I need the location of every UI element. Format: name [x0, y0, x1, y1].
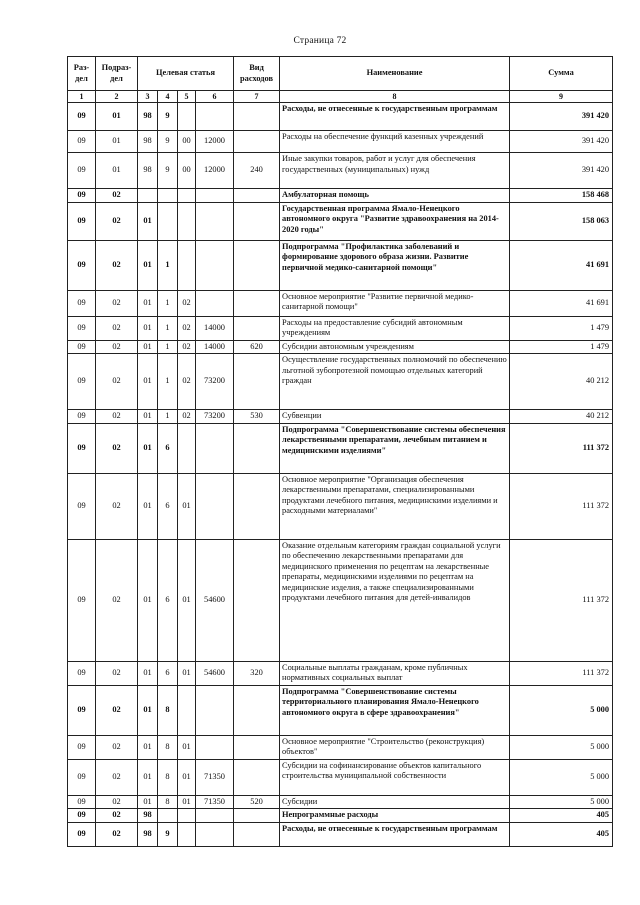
cell-subprogram: 9 — [158, 131, 178, 153]
cell-program: 01 — [138, 290, 158, 316]
cell-podrazdel: 01 — [96, 103, 138, 131]
table-row — [68, 240, 613, 290]
cell-subprogram — [158, 202, 178, 240]
cell-subprogram: 9 — [158, 822, 178, 846]
cell-program: 01 — [138, 240, 158, 290]
cell-razdel: 09 — [68, 131, 96, 153]
cell-name: Основное мероприятие "Строительство (реконструкция) объектов" — [280, 735, 510, 759]
cell-subprogram: 9 — [158, 153, 178, 189]
cell-program: 98 — [138, 822, 158, 846]
cell-name: Расходы, не отнесенные к государственным программам — [280, 103, 510, 131]
cell-podrazdel: 02 — [96, 473, 138, 539]
cell-podrazdel: 02 — [96, 240, 138, 290]
cell-expense-type — [234, 290, 280, 316]
cell-name: Подпрограмма "Совершенствование системы территориального планирования Ямало-Ненецкого автономного округа в сфере здравоохранения" — [280, 685, 510, 735]
cell-direction — [196, 103, 234, 131]
cell-podrazdel: 02 — [96, 423, 138, 473]
cell-direction — [196, 735, 234, 759]
cell-razdel: 09 — [68, 822, 96, 846]
cell-expense-type: 520 — [234, 795, 280, 809]
cell-subprogram: 8 — [158, 685, 178, 735]
column-number: 2 — [96, 91, 138, 103]
cell-name: Субвенции — [280, 410, 510, 424]
table-row — [68, 316, 613, 340]
cell-activity — [178, 202, 196, 240]
cell-sum: 111 372 — [510, 423, 613, 473]
cell-subprogram: 8 — [158, 795, 178, 809]
cell-razdel: 09 — [68, 340, 96, 354]
cell-activity: 02 — [178, 410, 196, 424]
cell-podrazdel: 02 — [96, 202, 138, 240]
cell-razdel: 09 — [68, 735, 96, 759]
cell-razdel: 09 — [68, 759, 96, 795]
cell-direction: 54600 — [196, 539, 234, 661]
cell-sum: 391 420 — [510, 103, 613, 131]
table-row — [68, 759, 613, 795]
cell-podrazdel: 02 — [96, 340, 138, 354]
cell-subprogram — [158, 809, 178, 823]
table-header-row — [68, 57, 613, 91]
cell-name: Субсидии автономным учреждениям — [280, 340, 510, 354]
cell-sum: 40 212 — [510, 354, 613, 410]
cell-podrazdel: 02 — [96, 759, 138, 795]
cell-name: Основное мероприятие "Организация обеспечения лекарственными препаратами, специализированными продуктами лечебного питания, медицинскими изделиями и расходными материалами" — [280, 473, 510, 539]
cell-razdel: 09 — [68, 153, 96, 189]
column-number-row — [68, 91, 613, 103]
cell-expense-type: 530 — [234, 410, 280, 424]
cell-razdel: 09 — [68, 410, 96, 424]
cell-name: Расходы на предоставление субсидий автономным учреждениям — [280, 316, 510, 340]
cell-activity: 02 — [178, 340, 196, 354]
cell-activity: 02 — [178, 316, 196, 340]
cell-podrazdel: 02 — [96, 822, 138, 846]
header-expense-type: Вид расходов — [234, 57, 280, 91]
cell-direction — [196, 189, 234, 203]
cell-name: Подпрограмма "Профилактика заболеваний и формирование здорового образа жизни. Развитие первичной медико-санитарной помощи" — [280, 240, 510, 290]
cell-expense-type — [234, 354, 280, 410]
cell-sum: 5 000 — [510, 759, 613, 795]
cell-subprogram: 8 — [158, 759, 178, 795]
table-row — [68, 131, 613, 153]
cell-program: 01 — [138, 539, 158, 661]
cell-sum: 111 372 — [510, 661, 613, 685]
cell-activity — [178, 423, 196, 473]
cell-expense-type — [234, 103, 280, 131]
cell-subprogram: 1 — [158, 290, 178, 316]
cell-name: Расходы на обеспечение функций казенных учреждений — [280, 131, 510, 153]
column-number: 8 — [280, 91, 510, 103]
cell-subprogram: 1 — [158, 340, 178, 354]
table-row — [68, 202, 613, 240]
cell-podrazdel: 02 — [96, 354, 138, 410]
cell-expense-type — [234, 735, 280, 759]
cell-program: 01 — [138, 661, 158, 685]
table-row — [68, 685, 613, 735]
cell-expense-type — [234, 316, 280, 340]
cell-expense-type: 620 — [234, 340, 280, 354]
cell-subprogram: 6 — [158, 539, 178, 661]
cell-activity: 01 — [178, 473, 196, 539]
cell-direction — [196, 240, 234, 290]
cell-name: Осуществление государственных полномочий по обеспечению льготной зубопротезной помощью отдельных категорий граждан — [280, 354, 510, 410]
cell-direction: 14000 — [196, 316, 234, 340]
header-podrazdel: Подраз- дел — [96, 57, 138, 91]
cell-direction: 73200 — [196, 354, 234, 410]
cell-expense-type — [234, 685, 280, 735]
cell-expense-type — [234, 240, 280, 290]
cell-expense-type — [234, 473, 280, 539]
cell-program: 98 — [138, 809, 158, 823]
cell-direction: 12000 — [196, 153, 234, 189]
cell-program: 98 — [138, 103, 158, 131]
cell-program: 01 — [138, 795, 158, 809]
cell-razdel: 09 — [68, 423, 96, 473]
cell-sum: 111 372 — [510, 473, 613, 539]
cell-razdel: 09 — [68, 240, 96, 290]
table-row — [68, 410, 613, 424]
cell-activity — [178, 189, 196, 203]
cell-name: Субсидии на софинансирование объектов капитального строительства муниципальной собственности — [280, 759, 510, 795]
cell-activity: 02 — [178, 354, 196, 410]
cell-name: Основное мероприятие "Развитие первичной медико-санитарной помощи" — [280, 290, 510, 316]
table-row — [68, 340, 613, 354]
cell-sum: 405 — [510, 822, 613, 846]
cell-name: Иные закупки товаров, работ и услуг для обеспечения государственных (муниципальных) нужд — [280, 153, 510, 189]
cell-activity: 02 — [178, 290, 196, 316]
cell-program: 01 — [138, 759, 158, 795]
cell-expense-type — [234, 423, 280, 473]
cell-razdel: 09 — [68, 103, 96, 131]
cell-activity: 01 — [178, 759, 196, 795]
cell-program: 01 — [138, 316, 158, 340]
cell-sum: 158 468 — [510, 189, 613, 203]
cell-direction — [196, 822, 234, 846]
cell-sum: 158 063 — [510, 202, 613, 240]
cell-name: Государственная программа Ямало-Ненецкого автономного округа "Развитие здравоохранения на 2014-2020 годы" — [280, 202, 510, 240]
cell-podrazdel: 02 — [96, 410, 138, 424]
cell-sum: 405 — [510, 809, 613, 823]
cell-direction — [196, 809, 234, 823]
cell-subprogram: 6 — [158, 473, 178, 539]
cell-direction: 73200 — [196, 410, 234, 424]
cell-sum: 41 691 — [510, 240, 613, 290]
cell-subprogram: 8 — [158, 735, 178, 759]
cell-subprogram: 1 — [158, 240, 178, 290]
table-body — [68, 103, 613, 847]
cell-program: 01 — [138, 340, 158, 354]
column-number: 6 — [196, 91, 234, 103]
cell-program: 01 — [138, 354, 158, 410]
table-row — [68, 735, 613, 759]
cell-subprogram: 1 — [158, 354, 178, 410]
cell-podrazdel: 01 — [96, 131, 138, 153]
table-row — [68, 189, 613, 203]
cell-sum: 5 000 — [510, 735, 613, 759]
column-number: 9 — [510, 91, 613, 103]
cell-podrazdel: 02 — [96, 539, 138, 661]
cell-razdel: 09 — [68, 473, 96, 539]
cell-direction — [196, 685, 234, 735]
table-row — [68, 661, 613, 685]
cell-name: Подпрограмма "Совершенствование системы обеспечения лекарственными препаратами, лечебным питанием и медицинскими изделиями" — [280, 423, 510, 473]
cell-razdel: 09 — [68, 290, 96, 316]
cell-podrazdel: 02 — [96, 290, 138, 316]
budget-table — [67, 56, 613, 847]
column-number: 7 — [234, 91, 280, 103]
cell-name: Субсидии — [280, 795, 510, 809]
header-razdel: Раз- дел — [68, 57, 96, 91]
column-number: 5 — [178, 91, 196, 103]
header-name: Наименование — [280, 57, 510, 91]
table-row — [68, 473, 613, 539]
table-row — [68, 354, 613, 410]
cell-expense-type: 240 — [234, 153, 280, 189]
cell-razdel: 09 — [68, 316, 96, 340]
cell-podrazdel: 02 — [96, 809, 138, 823]
cell-sum: 5 000 — [510, 795, 613, 809]
cell-name: Непрограммные расходы — [280, 809, 510, 823]
cell-direction — [196, 290, 234, 316]
cell-direction — [196, 423, 234, 473]
cell-podrazdel: 02 — [96, 795, 138, 809]
cell-expense-type — [234, 539, 280, 661]
table-row — [68, 103, 613, 131]
cell-razdel: 09 — [68, 354, 96, 410]
cell-program: 01 — [138, 202, 158, 240]
table-row — [68, 809, 613, 823]
cell-activity — [178, 685, 196, 735]
cell-expense-type — [234, 809, 280, 823]
cell-sum: 41 691 — [510, 290, 613, 316]
cell-program — [138, 189, 158, 203]
cell-direction: 54600 — [196, 661, 234, 685]
cell-sum: 1 479 — [510, 316, 613, 340]
cell-razdel: 09 — [68, 189, 96, 203]
cell-expense-type — [234, 202, 280, 240]
cell-program: 01 — [138, 423, 158, 473]
cell-sum: 5 000 — [510, 685, 613, 735]
cell-subprogram: 6 — [158, 423, 178, 473]
cell-expense-type — [234, 189, 280, 203]
cell-activity: 01 — [178, 661, 196, 685]
cell-name: Социальные выплаты гражданам, кроме публичных нормативных социальных выплат — [280, 661, 510, 685]
table-row — [68, 539, 613, 661]
cell-razdel: 09 — [68, 202, 96, 240]
table-row — [68, 822, 613, 846]
cell-sum: 1 479 — [510, 340, 613, 354]
cell-podrazdel: 01 — [96, 153, 138, 189]
cell-program: 98 — [138, 153, 158, 189]
cell-podrazdel: 02 — [96, 316, 138, 340]
cell-podrazdel: 02 — [96, 661, 138, 685]
cell-expense-type — [234, 131, 280, 153]
cell-expense-type: 320 — [234, 661, 280, 685]
cell-razdel: 09 — [68, 809, 96, 823]
cell-program: 01 — [138, 473, 158, 539]
cell-razdel: 09 — [68, 685, 96, 735]
cell-activity: 00 — [178, 131, 196, 153]
cell-sum: 40 212 — [510, 410, 613, 424]
column-number: 3 — [138, 91, 158, 103]
cell-program: 01 — [138, 735, 158, 759]
cell-activity: 01 — [178, 539, 196, 661]
cell-expense-type — [234, 822, 280, 846]
cell-program: 01 — [138, 410, 158, 424]
cell-razdel: 09 — [68, 661, 96, 685]
column-number: 4 — [158, 91, 178, 103]
table-row — [68, 290, 613, 316]
cell-direction — [196, 473, 234, 539]
cell-name: Амбулаторная помощь — [280, 189, 510, 203]
cell-program: 98 — [138, 131, 158, 153]
cell-direction: 71350 — [196, 795, 234, 809]
header-sum: Сумма — [510, 57, 613, 91]
column-number: 1 — [68, 91, 96, 103]
cell-activity: 01 — [178, 735, 196, 759]
cell-direction: 12000 — [196, 131, 234, 153]
header-target-article: Целевая статья — [138, 57, 234, 91]
table-row — [68, 153, 613, 189]
cell-podrazdel: 02 — [96, 685, 138, 735]
cell-podrazdel: 02 — [96, 189, 138, 203]
cell-subprogram: 6 — [158, 661, 178, 685]
cell-program: 01 — [138, 685, 158, 735]
cell-direction — [196, 202, 234, 240]
cell-subprogram: 1 — [158, 410, 178, 424]
cell-activity: 00 — [178, 153, 196, 189]
cell-activity: 01 — [178, 795, 196, 809]
cell-subprogram: 1 — [158, 316, 178, 340]
table-row — [68, 795, 613, 809]
cell-name: Оказание отдельным категориям граждан социальной услуги по обеспечению лекарственными препаратами для медицинского применения по рецептам на лекарственные препараты, медицинскими изделиями по рецептам на медицинские изделия, а также специализированными продуктами лечебного питания для детей-инвалидов — [280, 539, 510, 661]
page-number-header: Страница 72 — [293, 36, 347, 46]
cell-activity — [178, 822, 196, 846]
cell-expense-type — [234, 759, 280, 795]
cell-direction: 14000 — [196, 340, 234, 354]
cell-razdel: 09 — [68, 539, 96, 661]
cell-razdel: 09 — [68, 795, 96, 809]
cell-sum: 391 420 — [510, 153, 613, 189]
cell-sum: 391 420 — [510, 131, 613, 153]
cell-direction: 71350 — [196, 759, 234, 795]
cell-podrazdel: 02 — [96, 735, 138, 759]
cell-subprogram — [158, 189, 178, 203]
cell-activity — [178, 103, 196, 131]
cell-subprogram: 9 — [158, 103, 178, 131]
cell-activity — [178, 809, 196, 823]
cell-sum: 111 372 — [510, 539, 613, 661]
cell-activity — [178, 240, 196, 290]
table-row — [68, 423, 613, 473]
cell-name: Расходы, не отнесенные к государственным программам — [280, 822, 510, 846]
